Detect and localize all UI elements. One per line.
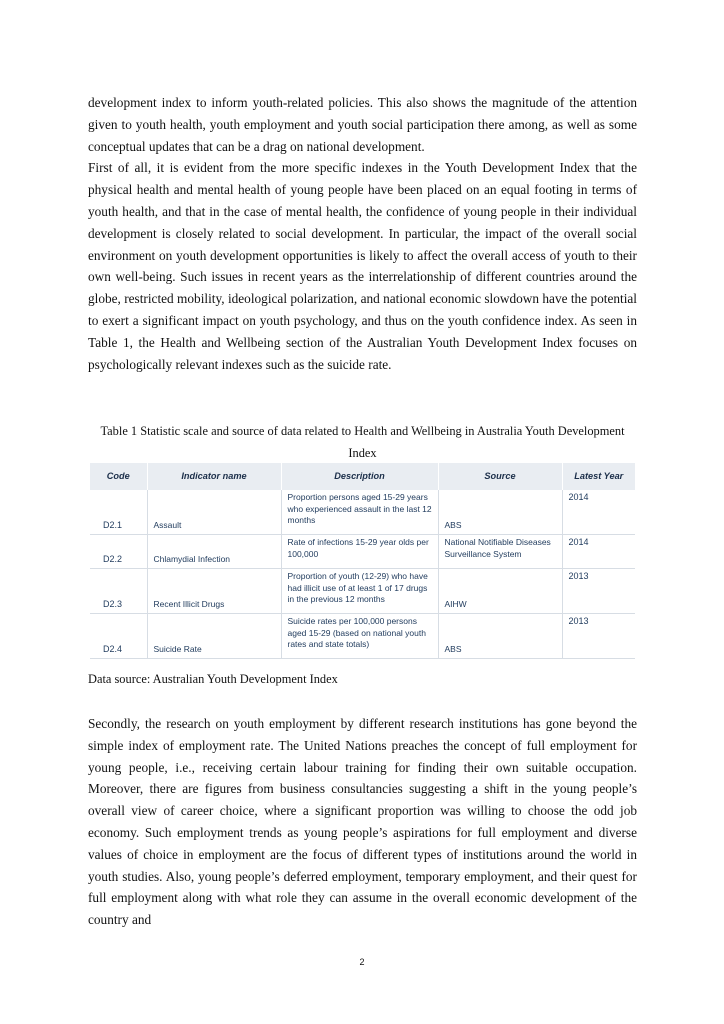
cell-indicator: Suicide Rate [147,614,281,659]
header-latest-year: Latest Year [562,463,635,490]
table-row [90,535,635,569]
health-wellbeing-table [90,463,635,659]
table-row [90,614,635,659]
table-caption: Table 1 Statistic scale and source of data related to Health and Wellbeing in Australia Youth Development Index [100,424,625,460]
page-number: 2 [359,957,365,967]
cell-source: ABS [438,490,562,535]
cell-description: Proportion persons aged 15-29 years who experienced assault in the last 12 months [281,490,438,535]
header-source: Source [438,463,562,490]
cell-indicator: Recent Illicit Drugs [147,569,281,614]
cell-code: D2.3 [90,569,147,614]
cell-description: Rate of infections 15-29 year olds per 100,000 [281,535,438,569]
body-text-section-1 [88,92,637,375]
paragraph: development index to inform youth-related policies. This also shows the magnitude of the attention given to youth health, youth employment and youth social participation there among, as well as some conceptual updates that can be a drag on national development. [88,95,637,154]
cell-source: ABS [438,614,562,659]
cell-year: 2013 [562,614,635,659]
cell-indicator: Chlamydial Infection [147,535,281,569]
cell-year: 2014 [562,490,635,535]
cell-source: National Notifiable Diseases Surveillance System [438,535,562,569]
cell-code: D2.1 [90,490,147,535]
cell-description: Suicide rates per 100,000 persons aged 15-29 (based on national youth rates and state totals) [281,614,438,659]
header-description: Description [281,463,438,490]
cell-code: D2.2 [90,535,147,569]
body-text-section-2 [88,713,637,931]
table-row [90,569,635,614]
cell-source: AIHW [438,569,562,614]
table-header-row [90,463,635,490]
header-indicator-name: Indicator name [147,463,281,490]
cell-code: D2.4 [90,614,147,659]
table-row [90,490,635,535]
cell-year: 2013 [562,569,635,614]
paragraph: Secondly, the research on youth employment by different research institutions has gone beyond the simple index of employment rate. The United Nations preaches the concept of full employment for young people, i.e., receiving certain labour training for finding their own suitable occupation. Moreover, there are figures from business consultancies suggesting a shift in the young people’s overall view of career choice, where a significant proportion was willing to choose the odd job economy. Such employment trends as young people’s aspirations for full employment and diverse values of choice in employment are the focus of different types of institutions around the world in youth studies. Also, young people’s deferred employment, temporary employment, and their quest for full employment along with what role they can assume in the overall economic development of the country and [88,716,637,928]
paragraph: First of all, it is evident from the more specific indexes in the Youth Development Index that the physical health and mental health of young people have been placed on an equal footing in terms of youth health, and that in the case of mental health, the confidence of young people in their individual development is closely related to social development. In particular, the impact of the overall social environment on youth development opportunities is likely to affect the overall access of youth to their own well-being. Such issues in recent years as the interrelationship of different countries around the globe, restricted mobility, ideological polarization, and national economic slowdown have the potential to exert a significant impact on youth psychology, and thus on the youth confidence index. As seen in Table 1, the Health and Wellbeing section of the Australian Youth Development Index focuses on psychologically relevant indexes such as the suicide rate. [88,160,637,372]
cell-description: Proportion of youth (12-29) who have had illicit use of at least 1 of 17 drugs in the previous 12 months [281,569,438,614]
cell-indicator: Assault [147,490,281,535]
header-code: Code [90,463,147,490]
data-source-note: Data source: Australian Youth Development Index [88,672,338,686]
cell-year: 2014 [562,535,635,569]
